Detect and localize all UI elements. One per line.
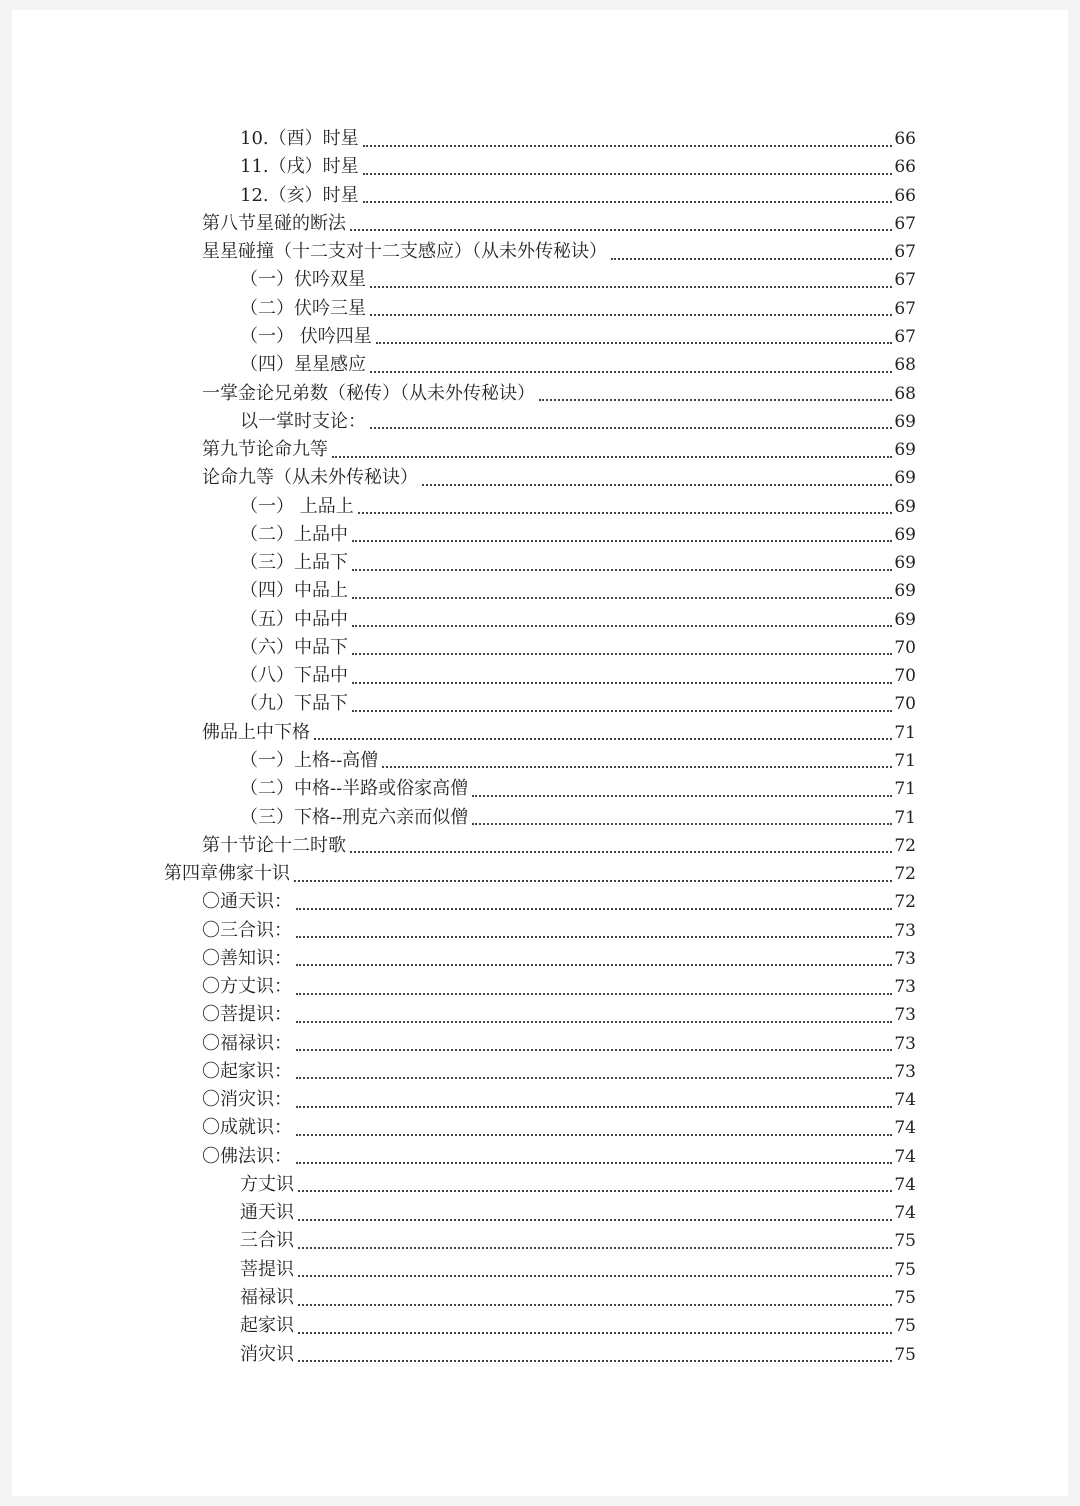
toc-entry[interactable] (12, 153, 1068, 181)
toc-entry[interactable] (12, 295, 1068, 323)
toc-entry[interactable] (12, 492, 1068, 520)
toc-entry-page-number: 69 (894, 524, 916, 545)
toc-entry-title: 消灾识 (240, 1343, 294, 1365)
toc-entry-page-number: 73 (894, 1033, 916, 1054)
toc-entry-page-number: 70 (894, 694, 916, 715)
toc-entry[interactable] (12, 1030, 1068, 1058)
dot-leader (363, 172, 892, 175)
toc-entry-page-number: 71 (894, 750, 916, 771)
toc-entry-title: 以一掌时支论： (240, 410, 366, 432)
toc-entry[interactable] (12, 888, 1068, 916)
dot-leader (298, 1189, 892, 1192)
toc-entry-page-number: 68 (894, 355, 916, 376)
dot-leader (332, 455, 892, 458)
dot-leader (370, 426, 892, 429)
toc-entry-title: 〇善知识： (202, 947, 292, 969)
toc-entry[interactable] (12, 351, 1068, 379)
toc-entry[interactable] (12, 916, 1068, 944)
table-of-contents (12, 125, 1068, 1369)
toc-entry-title: 12.（亥）时星 (240, 184, 359, 206)
toc-entry-title: 起家识 (240, 1315, 294, 1337)
toc-entry[interactable] (12, 634, 1068, 662)
dot-leader (352, 709, 892, 712)
toc-entry-page-number: 73 (894, 948, 916, 969)
toc-entry-title: （八）下品中 (240, 665, 348, 687)
toc-entry-title: 〇福禄识： (202, 1032, 292, 1054)
toc-entry[interactable] (12, 1284, 1068, 1312)
toc-entry-title: 第十节论十二时歌 (202, 834, 346, 856)
toc-entry-page-number: 69 (894, 440, 916, 461)
toc-entry[interactable] (12, 690, 1068, 718)
dot-leader (352, 624, 892, 627)
dot-leader (298, 1303, 892, 1306)
toc-entry-title: 第四章佛家十识 (164, 863, 290, 885)
toc-entry-page-number: 67 (894, 213, 916, 234)
dot-leader (472, 822, 892, 825)
dot-leader (422, 483, 892, 486)
toc-entry[interactable] (12, 606, 1068, 634)
dot-leader (370, 370, 892, 373)
dot-leader (296, 1161, 892, 1164)
toc-entry[interactable] (12, 125, 1068, 153)
toc-entry-page-number: 68 (894, 383, 916, 404)
toc-entry-title: （一） 上品上 (240, 495, 354, 517)
dot-leader (296, 1133, 892, 1136)
toc-entry-title: （二）中格--半路或俗家高僧 (240, 778, 469, 800)
toc-entry-title: （一）上格--高僧 (240, 749, 379, 771)
toc-entry-title: 方丈识 (240, 1173, 294, 1195)
toc-entry[interactable] (12, 775, 1068, 803)
toc-entry-title: （三）上品下 (240, 552, 348, 574)
dot-leader (298, 1359, 892, 1362)
toc-entry-title: 〇消灾识： (202, 1089, 292, 1111)
toc-entry-page-number: 67 (894, 326, 916, 347)
dot-leader (370, 285, 892, 288)
toc-entry-page-number: 69 (894, 553, 916, 574)
toc-entry[interactable] (12, 1312, 1068, 1340)
toc-entry-page-number: 71 (894, 779, 916, 800)
toc-entry-page-number: 74 (894, 1118, 916, 1139)
toc-entry[interactable] (12, 464, 1068, 492)
toc-entry-title: （四）中品上 (240, 580, 348, 602)
dot-leader (352, 681, 892, 684)
toc-entry[interactable] (12, 1340, 1068, 1368)
toc-entry[interactable] (12, 832, 1068, 860)
toc-entry[interactable] (12, 803, 1068, 831)
toc-entry-title: 星星碰撞（十二支对十二支感应）（从未外传秘诀） (202, 241, 607, 263)
toc-entry[interactable] (12, 719, 1068, 747)
document-page (12, 10, 1068, 1496)
toc-entry-page-number: 75 (894, 1316, 916, 1337)
dot-leader (298, 1274, 892, 1277)
toc-entry[interactable] (12, 238, 1068, 266)
toc-entry-title: （九）下品下 (240, 693, 348, 715)
toc-entry-title: （四）星星感应 (240, 354, 366, 376)
toc-entry-page-number: 67 (894, 270, 916, 291)
toc-entry-title: 〇通天识： (202, 891, 292, 913)
dot-leader (363, 200, 892, 203)
dot-leader (298, 1331, 892, 1334)
dot-leader (376, 341, 892, 344)
toc-entry[interactable] (12, 1086, 1068, 1114)
toc-entry-page-number: 73 (894, 1061, 916, 1082)
toc-entry-page-number: 75 (894, 1259, 916, 1280)
toc-entry[interactable] (12, 1256, 1068, 1284)
toc-entry-title: 第八节星碰的断法 (202, 212, 346, 234)
toc-entry-page-number: 75 (894, 1288, 916, 1309)
toc-entry-page-number: 69 (894, 411, 916, 432)
toc-entry-title: 佛品上中下格 (202, 721, 310, 743)
toc-entry-page-number: 70 (894, 666, 916, 687)
dot-leader (611, 257, 892, 260)
toc-entry[interactable] (12, 1114, 1068, 1142)
dot-leader (382, 765, 892, 768)
toc-entry[interactable] (12, 1058, 1068, 1086)
toc-entry[interactable] (12, 549, 1068, 577)
toc-entry-page-number: 72 (894, 892, 916, 913)
toc-entry-page-number: 70 (894, 637, 916, 658)
dot-leader (352, 596, 892, 599)
toc-entry-page-number: 66 (894, 157, 916, 178)
toc-entry-title: 福禄识 (240, 1287, 294, 1309)
dot-leader (358, 511, 892, 514)
toc-entry-page-number: 73 (894, 920, 916, 941)
toc-entry-page-number: 67 (894, 298, 916, 319)
toc-entry-title: （六）中品下 (240, 636, 348, 658)
toc-entry[interactable] (12, 1227, 1068, 1255)
toc-entry[interactable] (12, 973, 1068, 1001)
toc-entry[interactable] (12, 210, 1068, 238)
toc-entry-title: 〇佛法识： (202, 1145, 292, 1167)
dot-leader (363, 144, 892, 147)
dot-leader (472, 794, 892, 797)
toc-entry-title: 三合识 (240, 1230, 294, 1252)
toc-entry-title: 〇三合识： (202, 919, 292, 941)
dot-leader (296, 963, 892, 966)
toc-entry[interactable] (12, 1143, 1068, 1171)
toc-entry[interactable] (12, 266, 1068, 294)
dot-leader (296, 1048, 892, 1051)
toc-entry-page-number: 72 (894, 835, 916, 856)
toc-entry-page-number: 66 (894, 129, 916, 150)
toc-entry-page-number: 74 (894, 1174, 916, 1195)
toc-entry-title: （二）伏吟三星 (240, 297, 366, 319)
dot-leader (352, 568, 892, 571)
toc-entry-title: 11.（戌）时星 (240, 156, 359, 178)
toc-entry[interactable] (12, 1199, 1068, 1227)
toc-entry-page-number: 69 (894, 581, 916, 602)
dot-leader (370, 313, 892, 316)
toc-entry[interactable] (12, 436, 1068, 464)
toc-entry[interactable] (12, 662, 1068, 690)
dot-leader (352, 652, 892, 655)
dot-leader (352, 539, 892, 542)
toc-entry[interactable] (12, 379, 1068, 407)
toc-entry-title: 〇方丈识： (202, 976, 292, 998)
dot-leader (294, 879, 892, 882)
toc-entry-page-number: 69 (894, 609, 916, 630)
toc-entry-title: （二）上品中 (240, 523, 348, 545)
toc-entry-page-number: 71 (894, 722, 916, 743)
dot-leader (296, 1076, 892, 1079)
dot-leader (296, 1020, 892, 1023)
toc-entry-page-number: 74 (894, 1203, 916, 1224)
toc-entry-page-number: 73 (894, 1005, 916, 1026)
toc-entry-page-number: 72 (894, 864, 916, 885)
toc-entry-page-number: 69 (894, 496, 916, 517)
dot-leader (296, 935, 892, 938)
dot-leader (350, 228, 892, 231)
toc-entry[interactable] (12, 577, 1068, 605)
toc-entry-page-number: 73 (894, 977, 916, 998)
dot-leader (298, 1246, 892, 1249)
toc-entry-title: 〇成就识： (202, 1117, 292, 1139)
toc-entry-title: （五）中品中 (240, 608, 348, 630)
toc-entry-page-number: 74 (894, 1146, 916, 1167)
dot-leader (298, 1218, 892, 1221)
toc-entry-page-number: 75 (894, 1344, 916, 1365)
toc-entry[interactable] (12, 1001, 1068, 1029)
toc-entry-title: 〇菩提识： (202, 1004, 292, 1026)
toc-entry-title: 〇起家识： (202, 1060, 292, 1082)
dot-leader (296, 907, 892, 910)
toc-entry[interactable] (12, 945, 1068, 973)
toc-entry-title: （三）下格--刑克六亲而似僧 (240, 806, 469, 828)
toc-entry-title: 第九节论命九等 (202, 439, 328, 461)
dot-leader (296, 1105, 892, 1108)
toc-entry[interactable] (12, 747, 1068, 775)
dot-leader (539, 398, 892, 401)
toc-entry[interactable] (12, 521, 1068, 549)
toc-entry[interactable] (12, 323, 1068, 351)
toc-entry-page-number: 66 (894, 185, 916, 206)
toc-entry-title: 论命九等（从未外传秘诀） (202, 467, 418, 489)
toc-entry-title: 菩提识 (240, 1258, 294, 1280)
toc-entry-title: （一）伏吟双星 (240, 269, 366, 291)
toc-entry[interactable] (12, 860, 1068, 888)
dot-leader (296, 992, 892, 995)
toc-entry-page-number: 71 (894, 807, 916, 828)
dot-leader (350, 850, 892, 853)
toc-entry-title: 10.（酉）时星 (240, 128, 359, 150)
toc-entry[interactable] (12, 1171, 1068, 1199)
toc-entry-title: （一） 伏吟四星 (240, 325, 372, 347)
toc-entry-page-number: 75 (894, 1231, 916, 1252)
toc-entry-page-number: 74 (894, 1090, 916, 1111)
toc-entry-page-number: 67 (894, 242, 916, 263)
toc-entry[interactable] (12, 408, 1068, 436)
toc-entry-title: 一掌金论兄弟数（秘传）（从未外传秘诀） (202, 382, 535, 404)
toc-entry-page-number: 69 (894, 468, 916, 489)
toc-entry[interactable] (12, 182, 1068, 210)
dot-leader (314, 737, 892, 740)
toc-entry-title: 通天识 (240, 1202, 294, 1224)
